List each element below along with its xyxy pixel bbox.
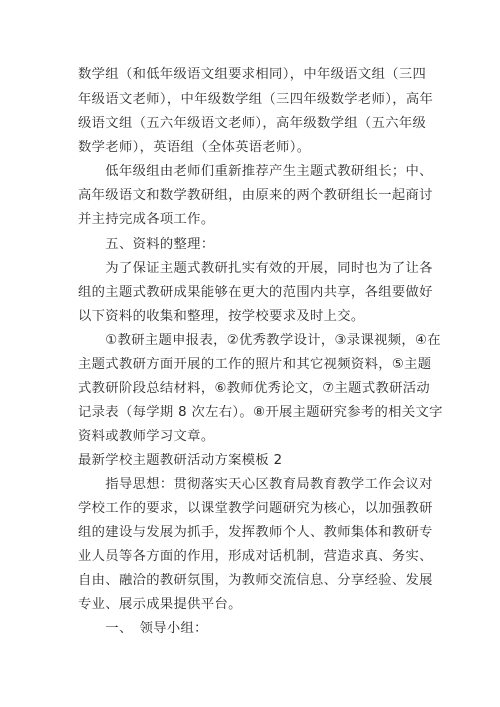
- text-line: 为了保证主题式教研扎实有效的开展，同时也为了让各: [78, 261, 433, 276]
- text-line: 业人员等各方面的作用，形成对话机制，营造求真、务实、: [78, 549, 433, 564]
- section-heading: 一、 领导小组：: [78, 621, 208, 636]
- document-title: 最新学校主题教研活动方案模板 2: [78, 453, 283, 468]
- text-line: 级语文组（五六年级语文老师），高年级数学组（五六年级: [78, 116, 427, 131]
- text-line: 年级语文老师），中年级数学组（三四年级数学老师），高年: [78, 92, 434, 107]
- text-line: 数学组（和低年级语文组要求相同），中年级语文组（三四: [78, 67, 427, 82]
- text-line: 式教研阶段总结材料，⑥教师优秀论文，⑦主题式教研活动: [78, 381, 431, 396]
- text-line: ①教研主题申报表，②优秀教学设计，③录课视频，④在: [78, 333, 441, 348]
- text-line: 低年级组由老师们重新推荐产生主题式教研组长；中、: [78, 164, 433, 179]
- text-line: 自由、融洽的教研氛围，为教师交流信息、分享经验、发展: [78, 573, 433, 588]
- text-line: 组的主题式教研成果能够在更大的范围内共享，各组要做好: [78, 285, 433, 300]
- text-line: 指导思想：贯彻落实天心区教育局教育教学工作会议对: [78, 477, 433, 492]
- text-line: 高年级语文和数学教研组，由原来的两个教研组长一起商讨: [78, 188, 433, 203]
- text-line: 数学老师），英语组（全体英语老师）。: [78, 140, 311, 155]
- text-line: 以下资料的收集和整理，按学校要求及时上交。: [78, 309, 365, 324]
- text-line: 专业、展示成果提供平台。: [78, 597, 242, 612]
- text-line: 组的建设与发展为抓手，发挥教师个人、教师集体和教研专: [78, 525, 433, 540]
- text-line: 并主持完成各项工作。: [78, 212, 215, 227]
- text-line: 学校工作的要求，以课堂教学问题研究为核心，以加强教研: [78, 501, 433, 516]
- text-line: 资料或教师学习文章。: [78, 429, 215, 444]
- text-line: 记录表（每学期 8 次左右）。⑧开展主题研究参考的相关文字: [78, 405, 443, 420]
- text-line: 主题式教研方面开展的工作的照片和其它视频资料，⑤主题: [78, 357, 432, 372]
- section-heading: 五、资料的整理：: [78, 237, 215, 252]
